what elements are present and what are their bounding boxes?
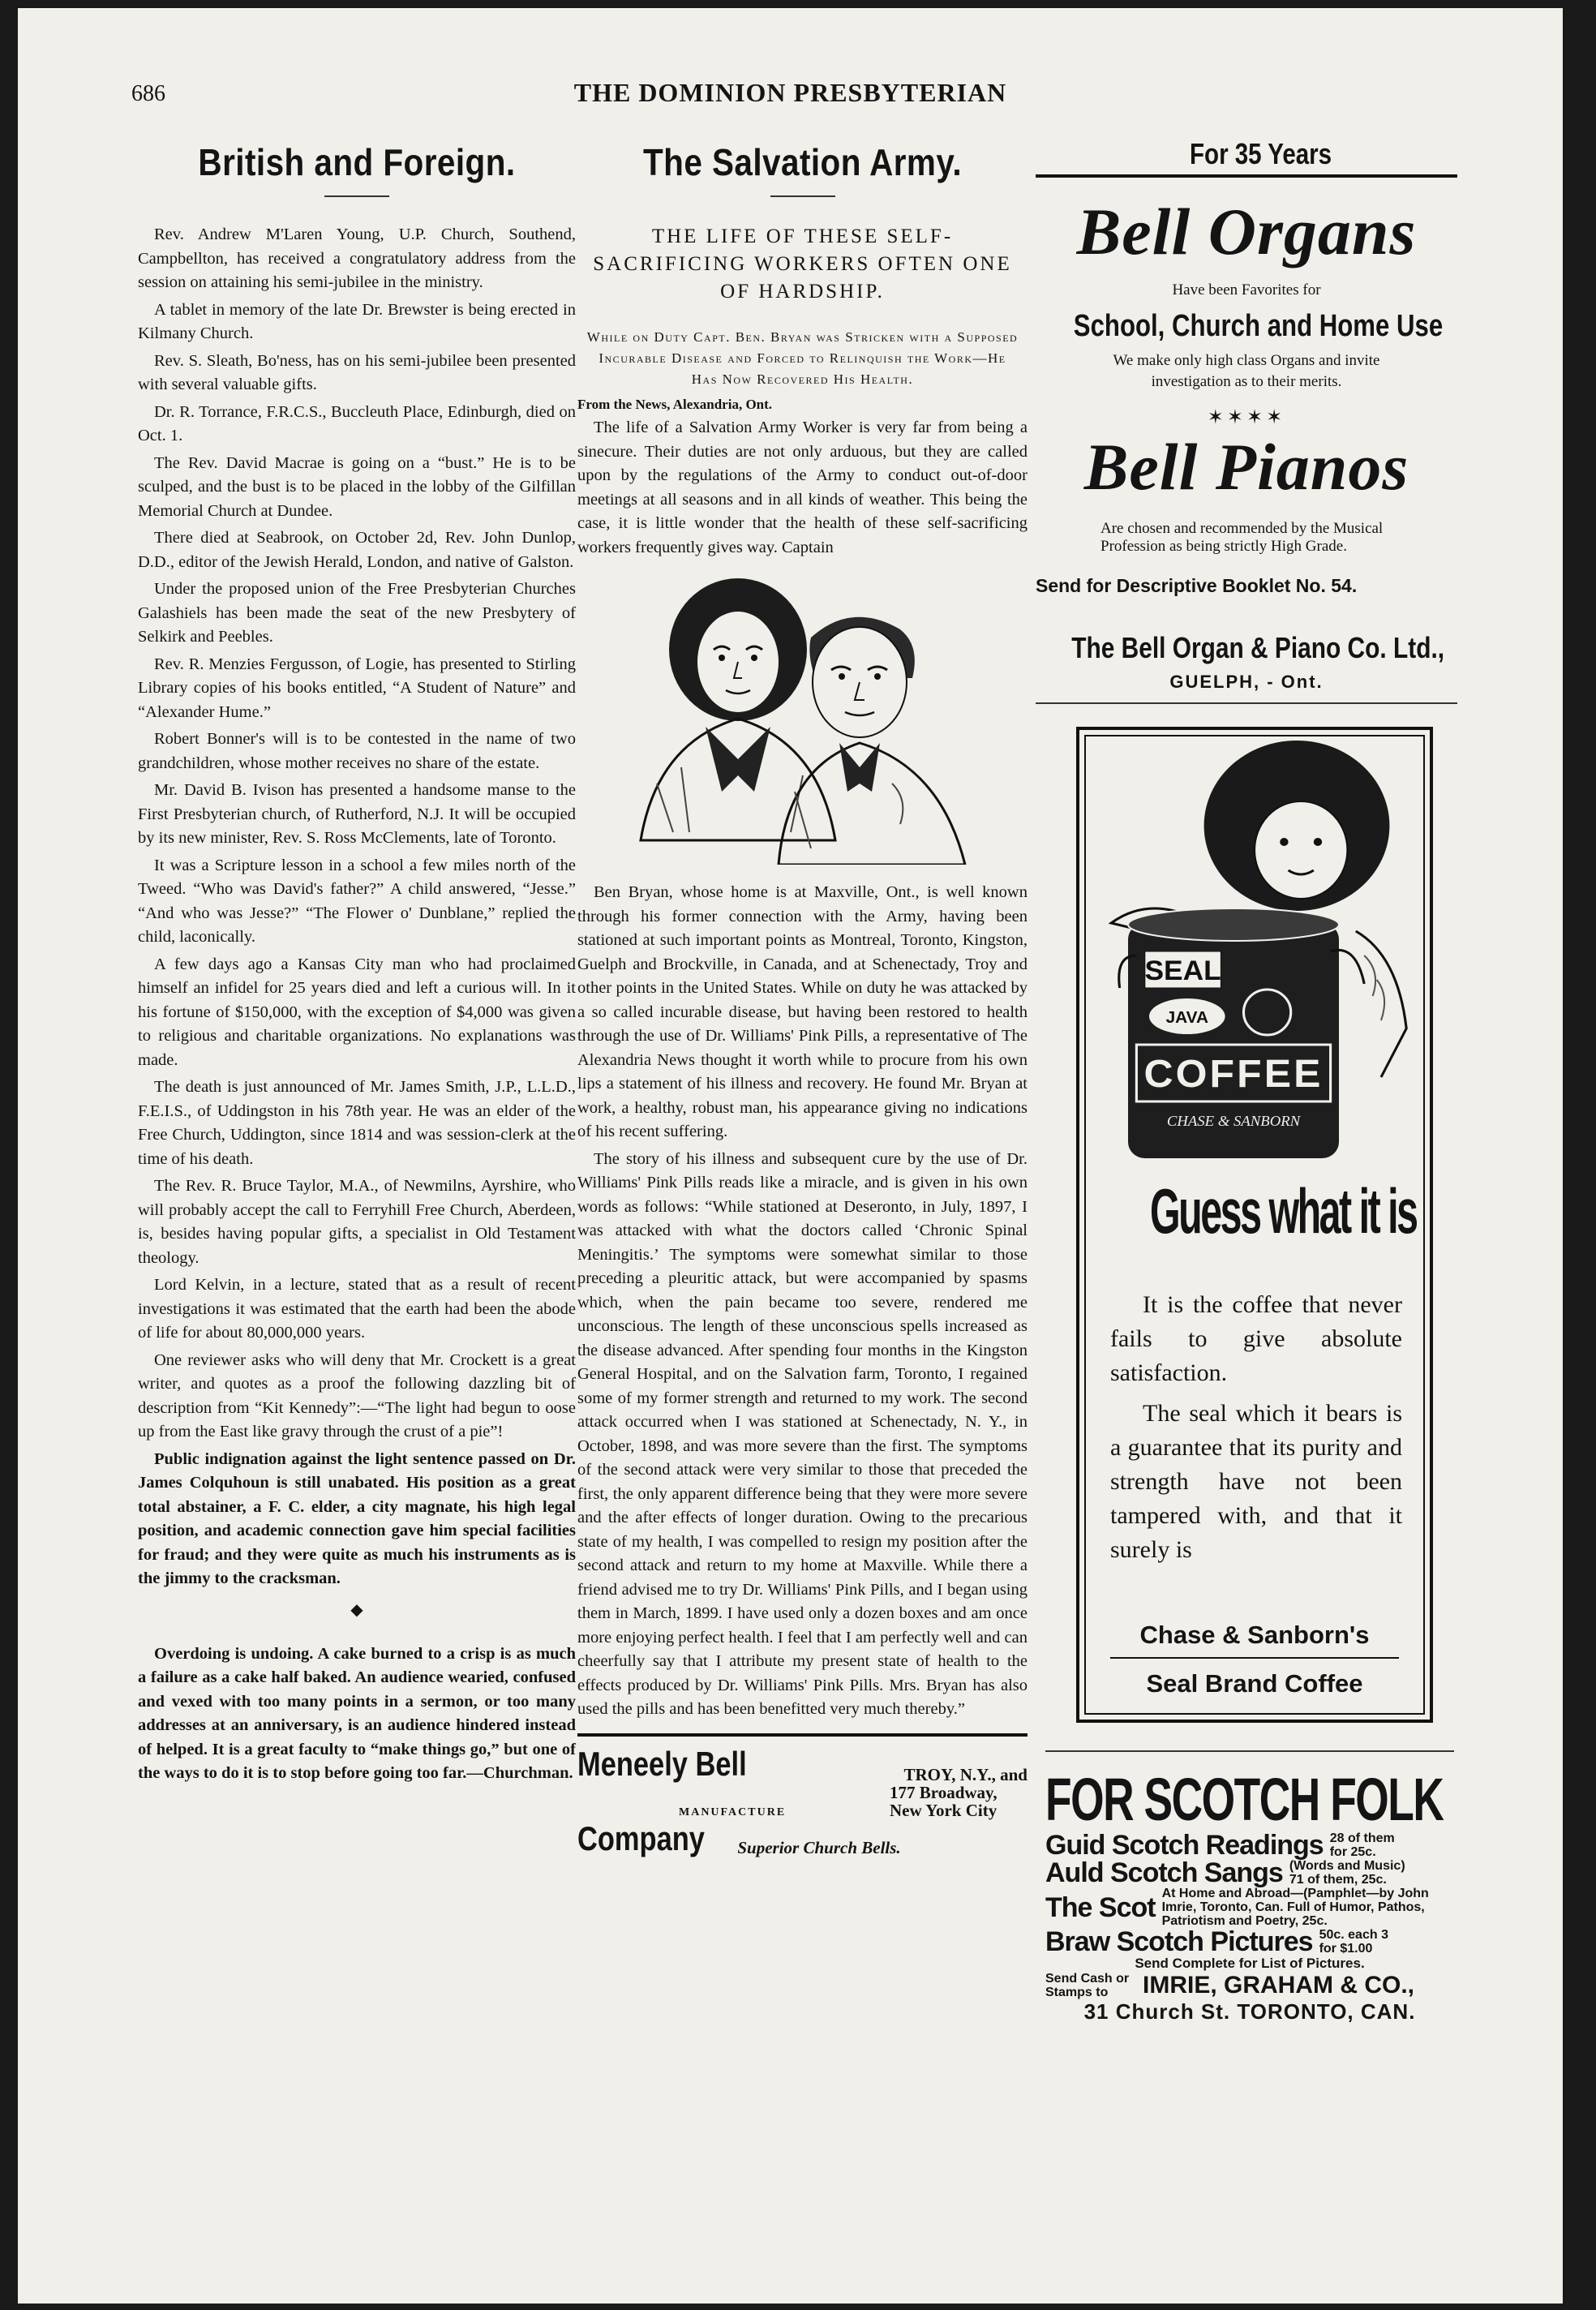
newspaper-page [18, 8, 1563, 2304]
news-item-paragraph: One reviewer asks who will deny that Mr. Crockett is a great writer, and quotes as a proof the following dazzling bit of description from “Kit Kennedy”:—“The light had begun to oose up from the East like gravy through the crust of a pie”! [138, 1350, 576, 1441]
column-advertisements [1036, 134, 1457, 2024]
scotch-item-title: The Scot [1045, 1891, 1156, 1923]
scotch-send-complete: Send Complete for List of Pictures. [1135, 1956, 1365, 1971]
news-item-paragraph: Mr. David B. Ivison has presented a handsome manse to the First Presbyterian church, of Rutherford, N.J. It will be occupied by its new minister, Rev. S. Ross McClements, late of Toronto. [138, 781, 576, 847]
news-item-paragraph: Lord Kelvin, in a lecture, stated that as a result of recent investigations it was estimated that the earth had been the abode of life for about 80,000,000 years. [138, 1276, 576, 1342]
article-paragraph: The story of his illness and subsequent cure by the use of Dr. Williams' Pink Pills reads like a miracle, and is given in his own words as follows: “While stationed at Deseronto, in July, 1897, I was attacked with what the doctors called ‘Chronic Spinal Meningitis.’ The symptoms were somewhat similar to those preceding a pleuritic attack, but were accompanied by spasms which, when the pain became too severe, rendered me unconscious. The length of these unconscious spells increased as the disease advanced. After spending four months in the Kingston General Hospital, and on the Salvation farm, Toronto, I regained some of my former strength and returned to my work. The second attack occurred when I was stationed at Schenectady, N. Y., in October, 1898, and was more severe than the first. The symptoms of the second attack were very similar to those that preceded the first, the only apparent difference being that they were more severe and the after effects of longer duration. Owing to the precarious state of my health, I was compelled to resign my position after the second attack and return to my home at Maxville. While there a friend advised me to try Dr. Williams' Pink Pills, and I began using them in March, 1899. I have used only a dozen boxes and am once more enjoying perfect health. I feel that I am perfectly well and can cheerfully say that I attribute my present state of health to the effects produced by Dr. Williams' Pink Pills. Mrs. Bryan has also used the pills and has been benefitted very much thereby.” [577, 1149, 1028, 1718]
scotch-item-title: Auld Scotch Sangs [1045, 1857, 1283, 1888]
scotch-item-title: Braw Scotch Pictures [1045, 1926, 1313, 1957]
article-body [577, 881, 1028, 1722]
article-paragraph: Ben Bryan, whose home is at Maxville, Ont., is well known through his former connection with the Army, having been stationed at such important points as Montreal, Toronto, Kingston, Guelph and Brockville, in Canada, and at Schenectady, Troy and other points in the United States. While on duty he was attacked by a so called incurable disease, but having been restored to health through the use of Dr. Williams' Pink Pills, a representative of The Alexandria News thought it worth while to procure from his own lips a statement of his illness and recovery. He found Mr. Bryan at work, a healthy, robust man, his appearance giving no indications of his recent suffering. [577, 883, 1028, 1140]
scotch-item-price: At Home and Abroad—(Pamphlet—by John Imrie, Toronto, Can. Full of Humor, Pathos, Patriotism and Poetry, 25c. [1161, 1887, 1429, 1928]
news-item-paragraph: It was a Scripture lesson in a school a few miles north of the Tweed. “Who was David's father?” A child answered, “Jesse.” “And who was Jesse?” “The Flower o' Dunblane,” replied the child, laconically. [138, 856, 576, 946]
portrait-illustration [624, 573, 981, 865]
can-maker-label: CHASE & SANBORN [1166, 1113, 1301, 1129]
scotch-item [1045, 1887, 1454, 1928]
news-item-paragraph: Robert Bonner's will is to be contested in the name of two grandchildren, whose mother receives no share of the estate. [138, 730, 576, 772]
divider [1045, 1750, 1454, 1752]
can-java-label: JAVA [1165, 1009, 1208, 1027]
can-coffee-label: COFFEE [1143, 1052, 1324, 1096]
news-item-paragraph: The death is just announced of Mr. James Smith, J.P., L.L.D., F.E.I.S., of Uddingston in his 78th year. He was an elder of the Free Church, Uddington, since 1814 and was session-clerk at the time of his death. [138, 1078, 576, 1168]
coffee-ad-text [1110, 1288, 1402, 1574]
scotch-firm-address: 31 Church St. TORONTO, CAN. [1083, 1999, 1416, 2024]
scotch-item [1045, 1859, 1454, 1887]
news-item-paragraph: Under the proposed union of the Free Presbyterian Churches Galashiels has been made the seat of the new Presbytery of Selkirk and Peebles. [138, 580, 576, 646]
overdoing-paragraph: Overdoing is undoing. A cake burned to a crisp is as much a failure as a cake half baked. An audience wearied, confused and vexed with too many points in a sermon, or too many addresses at an anniversary, is an audience hindered instead of helped. It is a great faculty to “make things go,” but one of the ways to do it is to stop before going too far.—Churchman. [138, 1644, 576, 1782]
scotch-ad-title: FOR SCOTCH FOLK [1045, 1766, 1444, 1833]
news-item-paragraph: The Rev. David Macrae is going on a “bust.” He is to be sculped, and the bust is to be placed in the lobby of the Gilfillan Memorial Church at Dundee. [138, 453, 576, 520]
girl-with-coffee-can-illustration [1086, 736, 1423, 1191]
news-item-paragraph: Dr. R. Torrance, F.R.C.S., Buccleuth Place, Edinburgh, died on Oct. 1. [138, 402, 576, 444]
british-foreign-paragraphs [138, 223, 576, 1591]
meneely-bell-name: Meneely Bell [577, 1744, 747, 1783]
bell-organs-title: Bell Organs [1076, 195, 1417, 268]
meneely-location: TROY, N.Y., and [903, 1764, 1028, 1784]
scotch-item [1045, 1928, 1454, 1956]
scotch-item-price: 50c. each 3 for $1.00 [1319, 1928, 1388, 1956]
coffee-ad [1076, 727, 1433, 1723]
divider [1036, 174, 1457, 178]
school-church-home: School, Church and Home Use [1073, 309, 1444, 343]
scotch-firm-line [1045, 1972, 1454, 1999]
scotch-item-price: 28 of them for 25c. [1329, 1831, 1395, 1859]
article-subhead: THE LIFE OF THESE SELF-SACRIFICING WORKERS OFTEN ONE OF HARDSHIP. [593, 225, 1012, 303]
page-header [18, 71, 1563, 112]
news-item-paragraph: A few days ago a Kansas City man who had proclaimed himself an infidel for 25 years died and left a curious will. In it his fortune of $150,000, with the exception of $4,000 was given to religious and charitable organizations. No explanations was made. [138, 955, 576, 1069]
diamond-ornament-icon: ◆ [350, 1600, 363, 1619]
pianos-description: Are chosen and recommended by the Musical Profession as being strictly High Grade. [1100, 520, 1384, 555]
divider [1036, 702, 1457, 704]
heading-salvation-army: The Salvation Army. [642, 141, 963, 183]
coffee-paragraph: The seal which it bears is a guarantee that its purity and strength have not been tampered with, and that it surely is [1110, 1400, 1402, 1563]
news-item-paragraph: A tablet in memory of the late Dr. Brewster is being erected in Kilmany Church. [138, 300, 576, 342]
scotch-item [1045, 1831, 1454, 1859]
coffee-product: Seal Brand Coffee [1146, 1669, 1363, 1698]
article-source: From the News, Alexandria, Ont. [577, 397, 773, 412]
article-deck: While on Duty Capt. Ben. Bryan was Stricken with a Supposed Incurable Disease and Forced to Relinquish the Work—He Has Now Recovered His Health. [586, 329, 1019, 387]
scotch-folk-ad [1036, 1750, 1457, 2024]
paper-title: THE DOMINION PRESBYTERIAN [573, 78, 1007, 107]
meneely-manufacture: MANUFACTURE [679, 1805, 787, 1818]
meneely-tagline: Superior Church Bells. [737, 1837, 901, 1857]
heading-british-foreign: British and Foreign. [198, 141, 516, 183]
guess-what-it-is: Guess what it is [1150, 1175, 1417, 1247]
page-number: 686 [131, 81, 165, 106]
meneely-address: 177 Broadway, New York City [890, 1782, 998, 1820]
scotch-send-cash: Send Cash or Stamps to [1045, 1972, 1130, 1999]
divider [770, 195, 835, 197]
bell-company-city: GUELPH, - Ont. [1169, 672, 1324, 692]
meneely-bell-ad [577, 1733, 1028, 1858]
scotch-item-title: Guid Scotch Readings [1045, 1830, 1324, 1861]
divider [1110, 1657, 1399, 1659]
article-intro: The life of a Salvation Army Worker is very far from being a sinecure. Their duties are not only arduous, but they are called upon by the regulations of the Army to conduct out-of-door meetings at all seasons and in all kinds of weather. This being the case, it is little wonder that the health of these self-sacrificing workers frequently gives way. Captain [577, 419, 1028, 556]
high-class-text: We make only high class Organs and invite investigation as to their merits. [1113, 352, 1380, 390]
coffee-paragraph: It is the coffee that never fails to give absolute satisfaction. [1110, 1291, 1402, 1386]
star-ornament-icon: ✶✶✶✶ [1207, 407, 1286, 428]
booklet-offer: Send for Descriptive Booklet No. 54. [1036, 575, 1358, 596]
column-salvation-army [577, 134, 1028, 1858]
news-item-paragraph: Public indignation against the light sentence passed on Dr. James Colquhoun is still unabated. His position as a great total abstainer, a F. C. elder, a city magnate, his high legal position, and academic connection gave him special facilities for fraud; and they were quite as much his instruments as is the jimmy to the cracksman. [138, 1449, 576, 1587]
scotch-firm-name: IMRIE, GRAHAM & CO., [1143, 1972, 1414, 1999]
coffee-brand: Chase & Sanborn's [1139, 1621, 1370, 1649]
divider [324, 195, 389, 197]
favorites-text: Have been Favorites for [1172, 281, 1321, 298]
column-british-foreign [138, 134, 576, 1789]
can-seal-label: SEAL [1144, 955, 1221, 986]
news-item-paragraph: Rev. R. Menzies Fergusson, of Logie, has presented to Stirling Library copies of his books entitled, “A Student of Nature” and “Alexander Hume.” [138, 655, 576, 721]
for-35-years: For 35 Years [1190, 137, 1332, 170]
news-item-paragraph: Rev. S. Sleath, Bo'ness, has on his semi-jubilee been presented with several valuable gifts. [138, 351, 576, 393]
news-item-paragraph: The Rev. R. Bruce Taylor, M.A., of Newmilns, Ayrshire, who will probably accept the call to Ferryhill Free Church, Aberdeen, is, besides having popular gifts, a specialist in Old Testament theology. [138, 1177, 576, 1267]
news-item-paragraph: There died at Seabrook, on October 2d, Rev. John Dunlop, D.D., editor of the Jewish Herald, London, and native of Galston. [138, 529, 576, 571]
news-item-paragraph: Rev. Andrew M'Laren Young, U.P. Church, Southend, Campbellton, has received a congratulatory address from the session on attaining his semi-jubilee in the ministry. [138, 225, 576, 291]
bell-pianos-title: Bell Pianos [1083, 430, 1409, 504]
bell-company-name: The Bell Organ & Piano Co. Ltd., [1071, 631, 1445, 664]
meneely-company: Company [577, 1818, 705, 1857]
scotch-item-price: (Words and Music) 71 of them, 25c. [1289, 1859, 1405, 1887]
